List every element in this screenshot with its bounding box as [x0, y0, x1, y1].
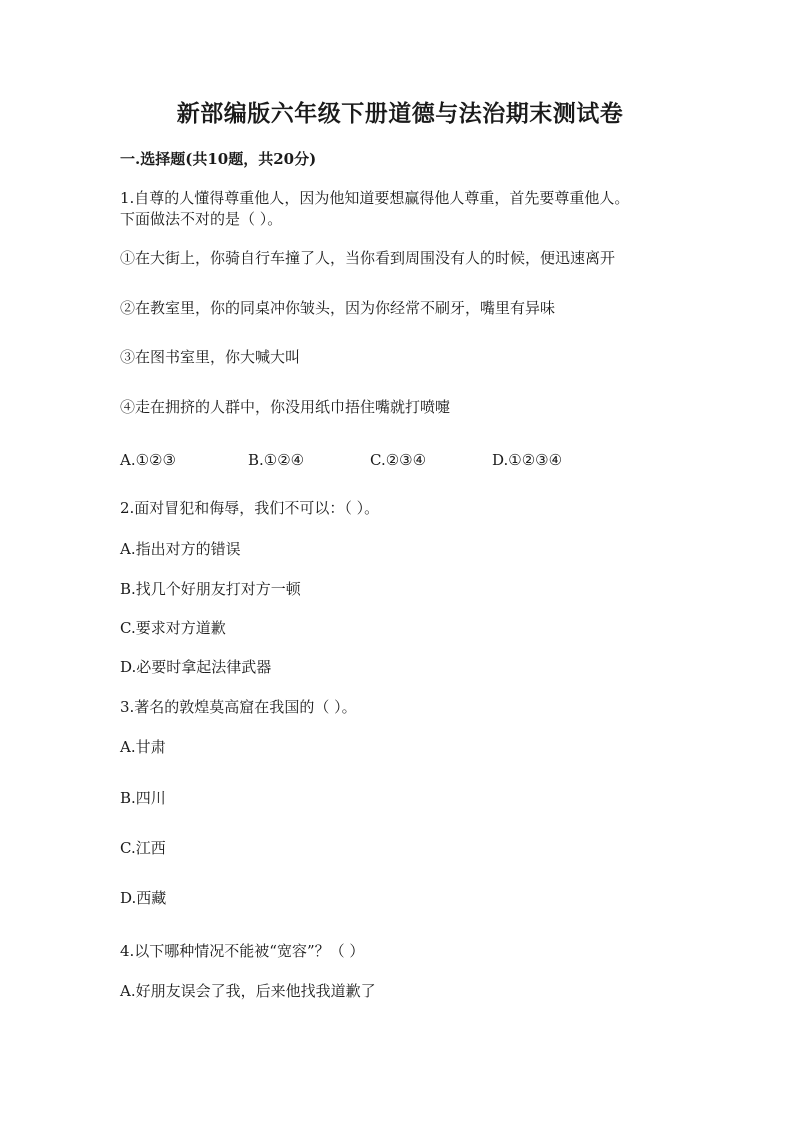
q4-stem: 4.以下哪种情况不能被“宽容”？（ ）	[120, 942, 365, 960]
page-title: 新部编版六年级下册道德与法治期末测试卷	[176, 100, 624, 127]
q2-option-a: A.指出对方的错误	[120, 540, 241, 558]
q2-stem: 2.面对冒犯和侮辱，我们不可以：（ ）。	[120, 499, 380, 517]
q1-stem-line2: 下面做法不对的是（ ）。	[120, 210, 283, 228]
q2-option-b: B.找几个好朋友打对方一顿	[120, 580, 301, 598]
q3-option-d: D.西藏	[120, 889, 167, 907]
q2-option-d: D.必要时拿起法律武器	[120, 658, 272, 676]
q3-option-b: B.四川	[120, 789, 166, 807]
q2-option-c: C.要求对方道歉	[120, 619, 226, 637]
q1-option-a: A.①②③	[120, 451, 176, 469]
q1-stem-line1: 1.自尊的人懂得尊重他人，因为他知道要想赢得他人尊重，首先要尊重他人。	[120, 189, 630, 207]
q1-option-d: D.①②③④	[492, 451, 563, 469]
q1-item-4: ④走在拥挤的人群中，你没用纸巾捂住嘴就打喷嚏	[120, 398, 451, 416]
q3-stem: 3.著名的敦煌莫高窟在我国的（ ）。	[120, 698, 357, 716]
q1-option-c: C.②③④	[370, 451, 427, 469]
q1-item-2: ②在教室里，你的同桌冲你皱头，因为你经常不刷牙，嘴里有异味	[120, 299, 556, 317]
q1-option-b: B.①②④	[248, 451, 305, 469]
q3-option-c: C.江西	[120, 839, 166, 857]
q4-option-a: A.好朋友误会了我，后来他找我道歉了	[120, 982, 376, 1000]
q3-option-a: A.甘肃	[120, 738, 166, 756]
q1-item-3: ③在图书室里，你大喊大叫	[120, 348, 301, 366]
section-heading: 一.选择题(共10题，共20分)	[120, 150, 317, 168]
q1-item-1: ①在大街上，你骑自行车撞了人，当你看到周围没有人的时候，便迅速离开	[120, 249, 616, 267]
